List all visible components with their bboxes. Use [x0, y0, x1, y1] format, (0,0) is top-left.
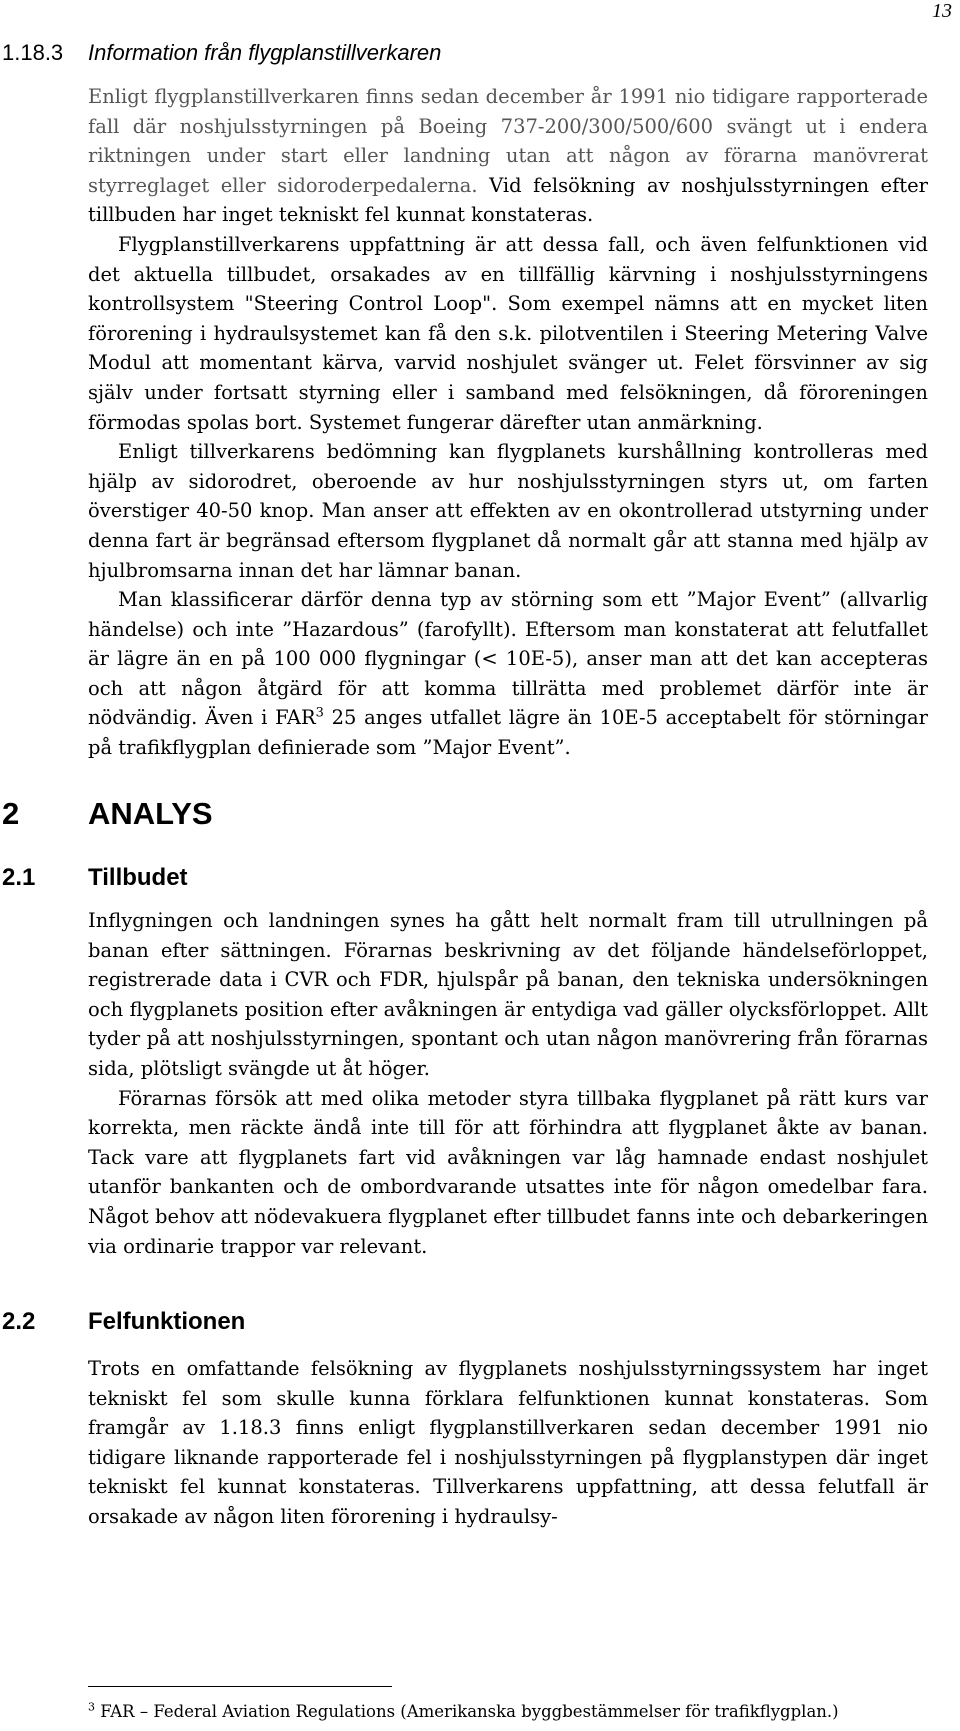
paragraph: Inflygningen och landningen synes ha gått helt normalt fram till utrullningen på banan efter sättningen. Förarnas beskrivning av det följande händelseförloppet, registrerade data i CVR och FDR, hjulspår på banan, den tekniska undersökningen och flygplanets position efter avåkningen är entydiga vad gäller olycksförloppet. Allt tyder på att noshjulsstyrningen, spontant och utan någon manövrering från förarnas sida, plötsligt svängde ut åt höger.	[88, 909, 928, 1080]
paragraph: Enligt tillverkarens bedömning kan flygplanets kurshållning kontrolleras med hjälp av sidorodret, oberoende av hur noshjulsstyrningen styrs ut, om farten överstiger 40-50 knop. Man anser att effekten av en okontrollerad utstyrning under denna fart är begränsad eftersom flygplanet då normalt går att stanna med hjälp av hjulbromsarna innan det har lämnar banan.	[88, 440, 928, 582]
section-title: Tillbudet	[88, 864, 188, 891]
section-title: Felfunktionen	[88, 1308, 246, 1335]
section-heading-2-2	[2, 1308, 245, 1336]
section-title: Information från flygplanstillverkaren	[88, 40, 442, 65]
paragraph	[88, 82, 928, 230]
footnote-text: FAR – Federal Aviation Regulations (Amerikanska byggbestämmelser för trafikflygplan.)	[100, 1702, 839, 1721]
section-1-18-3-body	[88, 82, 928, 763]
section-title: ANALYS	[88, 796, 213, 831]
page-number: 13	[932, 0, 952, 22]
paragraph: Trots en omfattande felsökning av flygplanets noshjulsstyrningssystem har inget tekniskt fel som skulle kunna förklara felfunktionen kunnat konstateras. Som framgår av 1.18.3 finns enligt flygplanstillverkaren sedan december 1991 nio tidigare liknande rapporterade fel i noshjulsstyrningen på flygplanstypen där inget tekniskt fel kunnat konstateras. Tillverkarens uppfattning, att dessa felutfall är orsakade av någon liten förorening i hydraulsy-	[88, 1357, 928, 1528]
section-number: 2	[2, 796, 20, 831]
paragraph-text: Vid felsökning av noshjulsstyrningen efter tillbuden har inget tekniskt fel kunnat konstateras.	[88, 173, 928, 227]
paragraph: Flygplanstillverkarens uppfattning är att dessa fall, och även felfunktionen vid det aktuella tillbudet, orsakades av en tillfällig kärvning i noshjulsstyrningens kontrollsystem "Steering Control Loop". Som exempel nämns att en mycket liten förorening i hydraulsystemet kan få den s.k. pilotventilen i Steering Metering Valve Modul att momentant kärva, varvid noshjulet svänger ut. Felet försvinner av sig själv under fortsatt styrning eller i samband med felsökningen, då föroreningen förmodas spolas bort. Systemet fungerar därefter utan anmärkning.	[88, 232, 928, 434]
section-number: 2.1	[2, 864, 36, 891]
paragraph-text: Man klassificerar därför denna typ av störning som ett ”Major Event” (allvarlig händelse) och inte ”Hazardous” (farofyllt). Eftersom man konstaterat att felutfallet är lägre än en på 100 000 flygningar (< 10E-5), anser man att det kan accepteras och att någon åtgärd för att komma tillrätta med problemet därför inte är nödvändig. Även i FAR	[88, 588, 928, 730]
section-number: 1.18.3	[2, 40, 64, 65]
section-number: 2.2	[2, 1308, 36, 1335]
section-2-1-body	[88, 906, 928, 1261]
footnote	[88, 1702, 839, 1721]
section-heading-2	[2, 796, 213, 832]
paragraph-text: Enligt flygplanstillverkaren finns sedan december år 1991 nio tidigare rapporterade fall där noshjulsstyrningen på Boeing 737-200/300/500/600 svängt ut i endera riktningen under start eller landning utan att någon av förarna manövrerat styrreglaget eller sidoroderpedalerna.	[88, 85, 928, 197]
footnote-reference: 3	[315, 705, 324, 721]
section-heading-1-18-3	[2, 40, 441, 66]
paragraph	[88, 585, 928, 763]
paragraph: Förarnas försök att med olika metoder styra tillbaka flygplanet på rätt kurs var korrekta, men räckte ändå inte till för att förhindra att flygplanet åkte av banan. Tack vare att flygplanets fart vid avåkningen var låg hamnade endast noshjulet utanför bankanten och de ombordvarande utsattes inte för någon omedelbar fara. Något behov att nödevakuera flygplanet efter tillbudet fanns inte och debarkeringen via ordinarie trappor var relevant.	[88, 1086, 928, 1258]
section-2-2-body	[88, 1354, 928, 1532]
paragraph-text: 25 anges utfallet lägre än 10E-5 acceptabelt för störningar på trafikflygplan definierade som ”Major Event”.	[88, 706, 928, 760]
footnote-marker: 3	[88, 1700, 95, 1714]
footnote-separator	[88, 1686, 392, 1687]
section-heading-2-1	[2, 864, 188, 892]
